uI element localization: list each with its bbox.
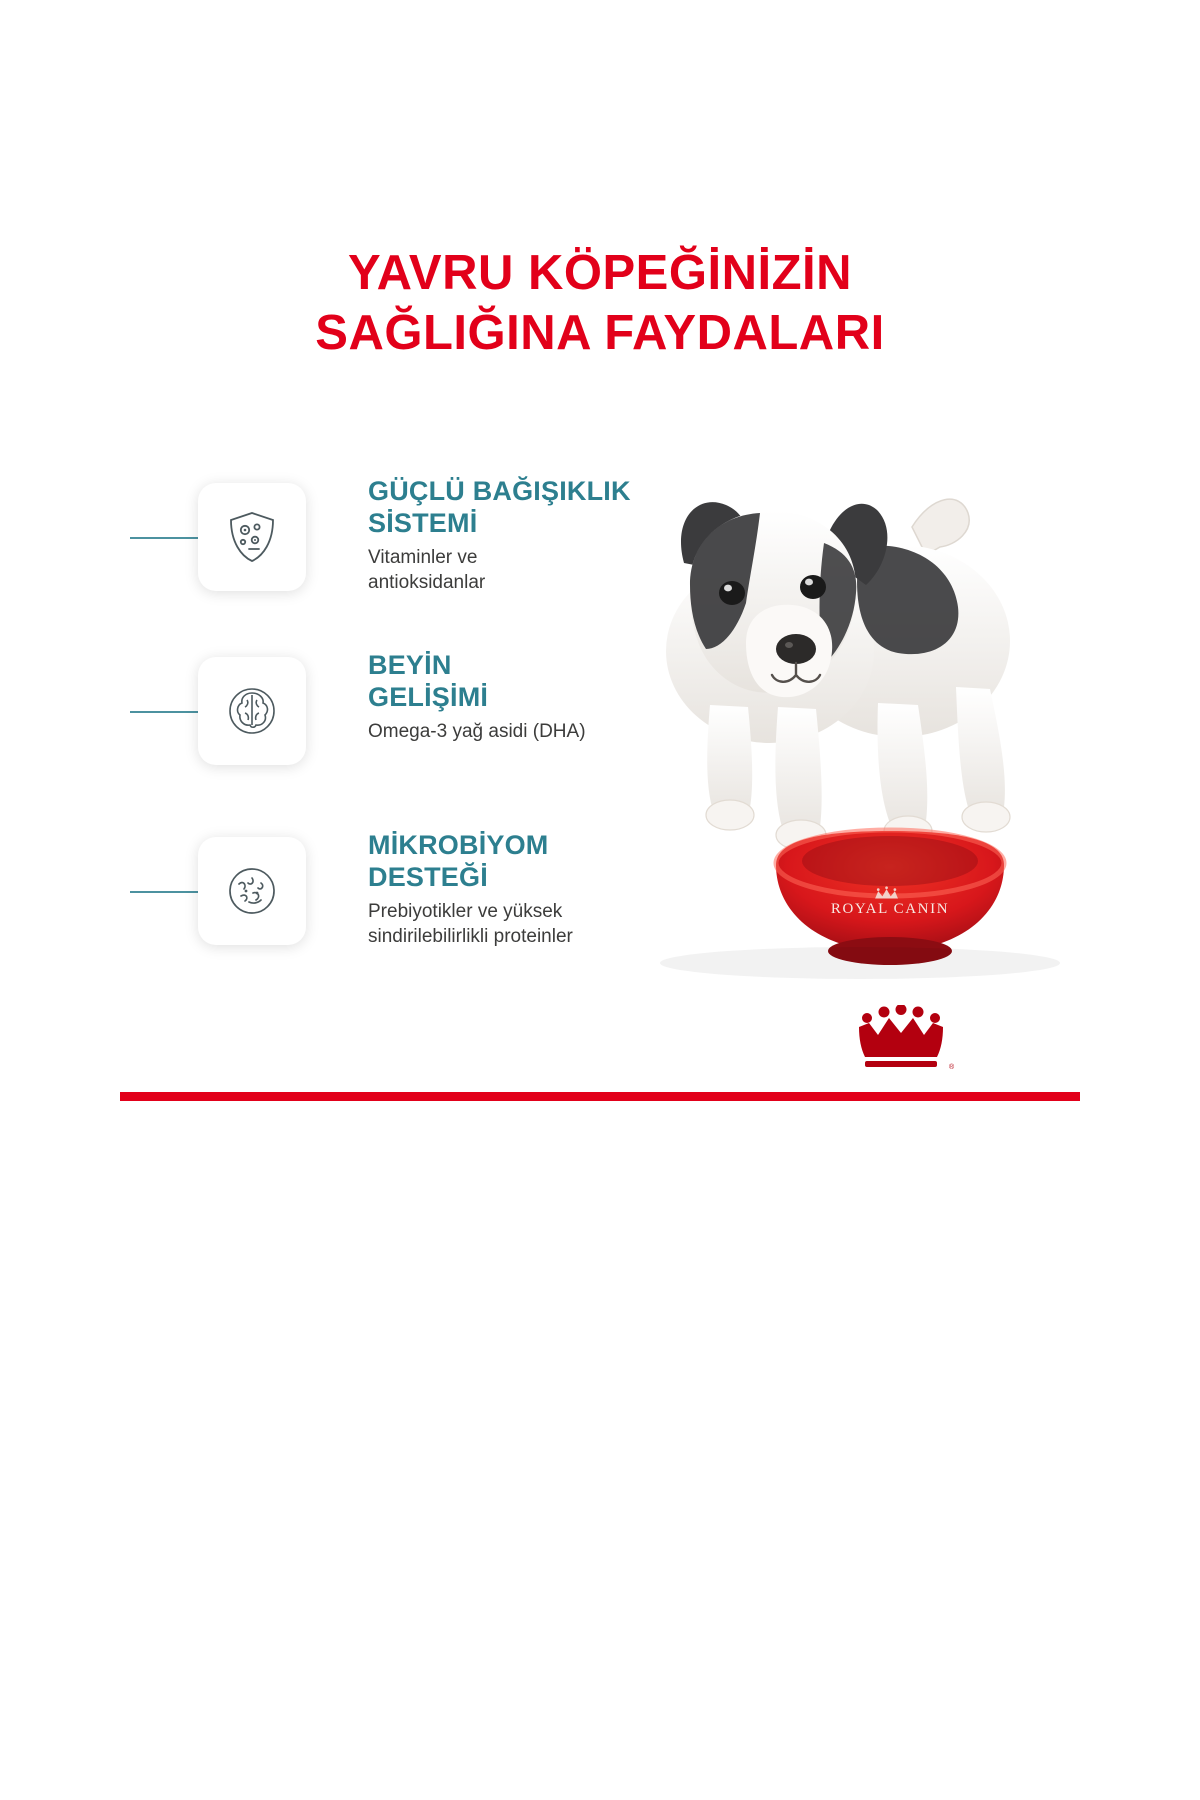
benefit-description-line-1: Prebiyotikler ve yüksek: [368, 901, 563, 922]
benefit-title-line-1: MİKROBİYOM: [368, 830, 549, 860]
connector-line: [130, 891, 198, 893]
divider-red-rule: [120, 1092, 1080, 1101]
connector-line: [130, 537, 198, 539]
food-bowl: [776, 830, 1004, 965]
benefit-description-line-2: sindirilebilirlikli proteinler: [368, 926, 573, 947]
page-title: [0, 243, 1200, 363]
benefit-description-line-1: Vitaminler ve: [368, 547, 478, 568]
benefit-description-line-2: antioksidanlar: [368, 572, 486, 593]
benefit-title-line-2: SİSTEMİ: [368, 508, 478, 538]
immune-shield-icon: [221, 506, 283, 568]
connector-line: [130, 711, 198, 713]
benefit-icon-card: [198, 657, 306, 765]
svg-text:®: ®: [949, 1064, 955, 1071]
benefit-title-line-2: GELİŞİMİ: [368, 682, 489, 712]
page-title-line-1: YAVRU KÖPEĞİNİZİN: [347, 246, 853, 300]
benefit-title-line-1: BEYİN: [368, 650, 452, 680]
benefit-icon-card: [198, 483, 306, 591]
microbiome-gut-icon: [221, 860, 283, 922]
brain-icon: [221, 680, 283, 742]
page-title-line-2: SAĞLIĞINA FAYDALARI: [315, 306, 885, 360]
benefit-icon-card: [198, 837, 306, 945]
benefit-title-line-1: GÜÇLÜ BAĞIŞIKLIK: [368, 476, 631, 506]
royal-canin-crown-icon: [845, 1005, 955, 1075]
bowl-wordmark: ROYAL CANIN: [830, 901, 950, 917]
puppy-with-bowl-image: [560, 435, 1120, 995]
benefit-title-line-2: DESTEĞİ: [368, 862, 488, 892]
benefit-description-line-1: Omega-3 yağ asidi (DHA): [368, 721, 586, 742]
